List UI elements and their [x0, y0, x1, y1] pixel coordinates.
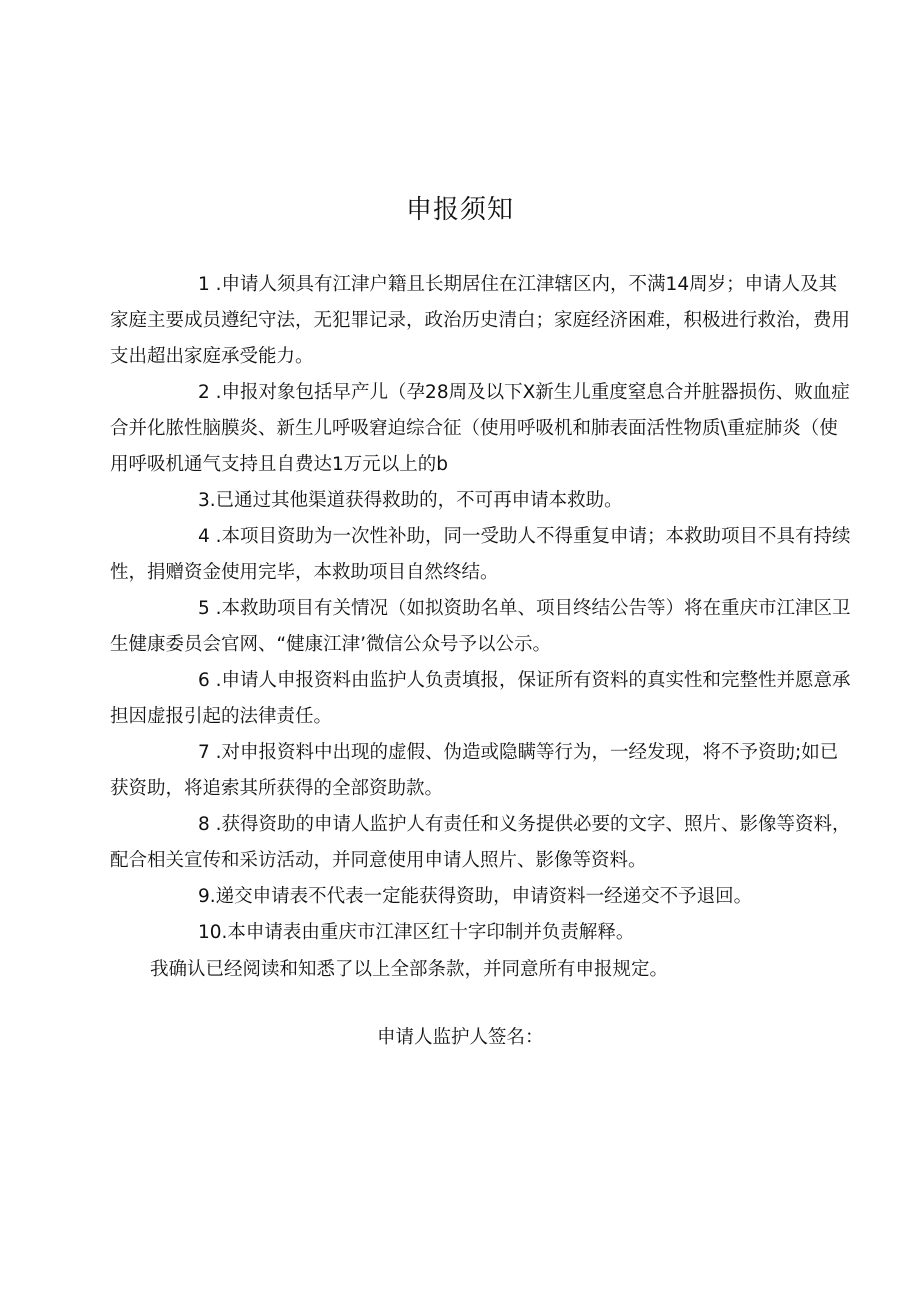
clause-7 [110, 735, 855, 807]
page-title: 申报须知 [405, 195, 514, 226]
clause-text: .申请人申报资料由监护人负责填报，保证所有资料的真实性和完整性并愿意承担因虚报引起的法律责任。 [110, 670, 851, 727]
clause-number: 2 [198, 382, 210, 403]
clause-number: 10 [198, 922, 222, 943]
clause-text: .递交申请表不代表一定能获得资助，申请资料一经递交不予退回。 [209, 886, 753, 907]
clause-number: 9 [198, 886, 210, 907]
confirmation-statement: 我确认已经阅读和知悉了以上全部条款，并同意所有申报规定。 [150, 959, 669, 980]
clause-8 [110, 807, 855, 879]
clause-text: .申报对象包括早产儿（孕28周及以下X新生儿重度窒息合并脏器损伤、败血症合并化脓性脑膜炎、新生儿呼吸窘迫综合征（使用呼吸机和肺表面活性物质\重症肺炎（使用呼吸机通气支持且自费达1万元以上的b [110, 382, 850, 475]
clause-text: .申请人须具有江津户籍且长期居住在江津辖区内，不满14周岁；申请人及其家庭主要成员遵纪守法，无犯罪记录，政治历史清白；家庭经济困难，积极进行救治，费用支出超出家庭承受能力。 [110, 274, 851, 367]
clause-10 [110, 915, 855, 951]
clause-2 [110, 375, 855, 483]
clause-text: .本申请表由重庆市江津区红十字印制并负责解释。 [221, 922, 635, 943]
clause-6 [110, 663, 855, 735]
clause-3 [110, 483, 855, 519]
clause-number: 6 [198, 670, 210, 691]
clause-4 [110, 519, 855, 591]
clause-text: .已通过其他渠道获得救助的，不可再申请本救助。 [209, 490, 623, 511]
clause-number: 3 [198, 490, 210, 511]
clause-9 [110, 879, 855, 915]
clause-number: 1 [198, 274, 210, 295]
clause-number: 8 [198, 814, 210, 835]
clause-number: 7 [198, 742, 210, 763]
clause-text: .本项目资助为一次性补助，同一受助人不得重复申请；本救助项目不具有持续性，捐赠资金使用完毕，本救助项目自然终结。 [110, 526, 851, 583]
clause-number: 5 [198, 598, 210, 619]
clause-text: .本救助项目有关情况（如拟资助名单、项目终结公告等）将在重庆市江津区卫生健康委员会官网、“健康江津’微信公众号予以公示。 [110, 598, 851, 655]
clause-text: .获得资助的申请人监护人有责任和义务提供必要的文字、照片、影像等资料，配合相关宣传和采访活动，并同意使用申请人照片、影像等资料。 [110, 814, 851, 871]
clause-1 [110, 267, 855, 375]
clause-text: .对申报资料中出现的虚假、伪造或隐瞒等行为，一经发现，将不予资助;如已获资助，将追索其所获得的全部资助款。 [110, 742, 839, 799]
clause-5 [110, 591, 855, 663]
signature-label: 申请人监护人签名： [377, 1027, 544, 1048]
clause-number: 4 [198, 526, 210, 547]
